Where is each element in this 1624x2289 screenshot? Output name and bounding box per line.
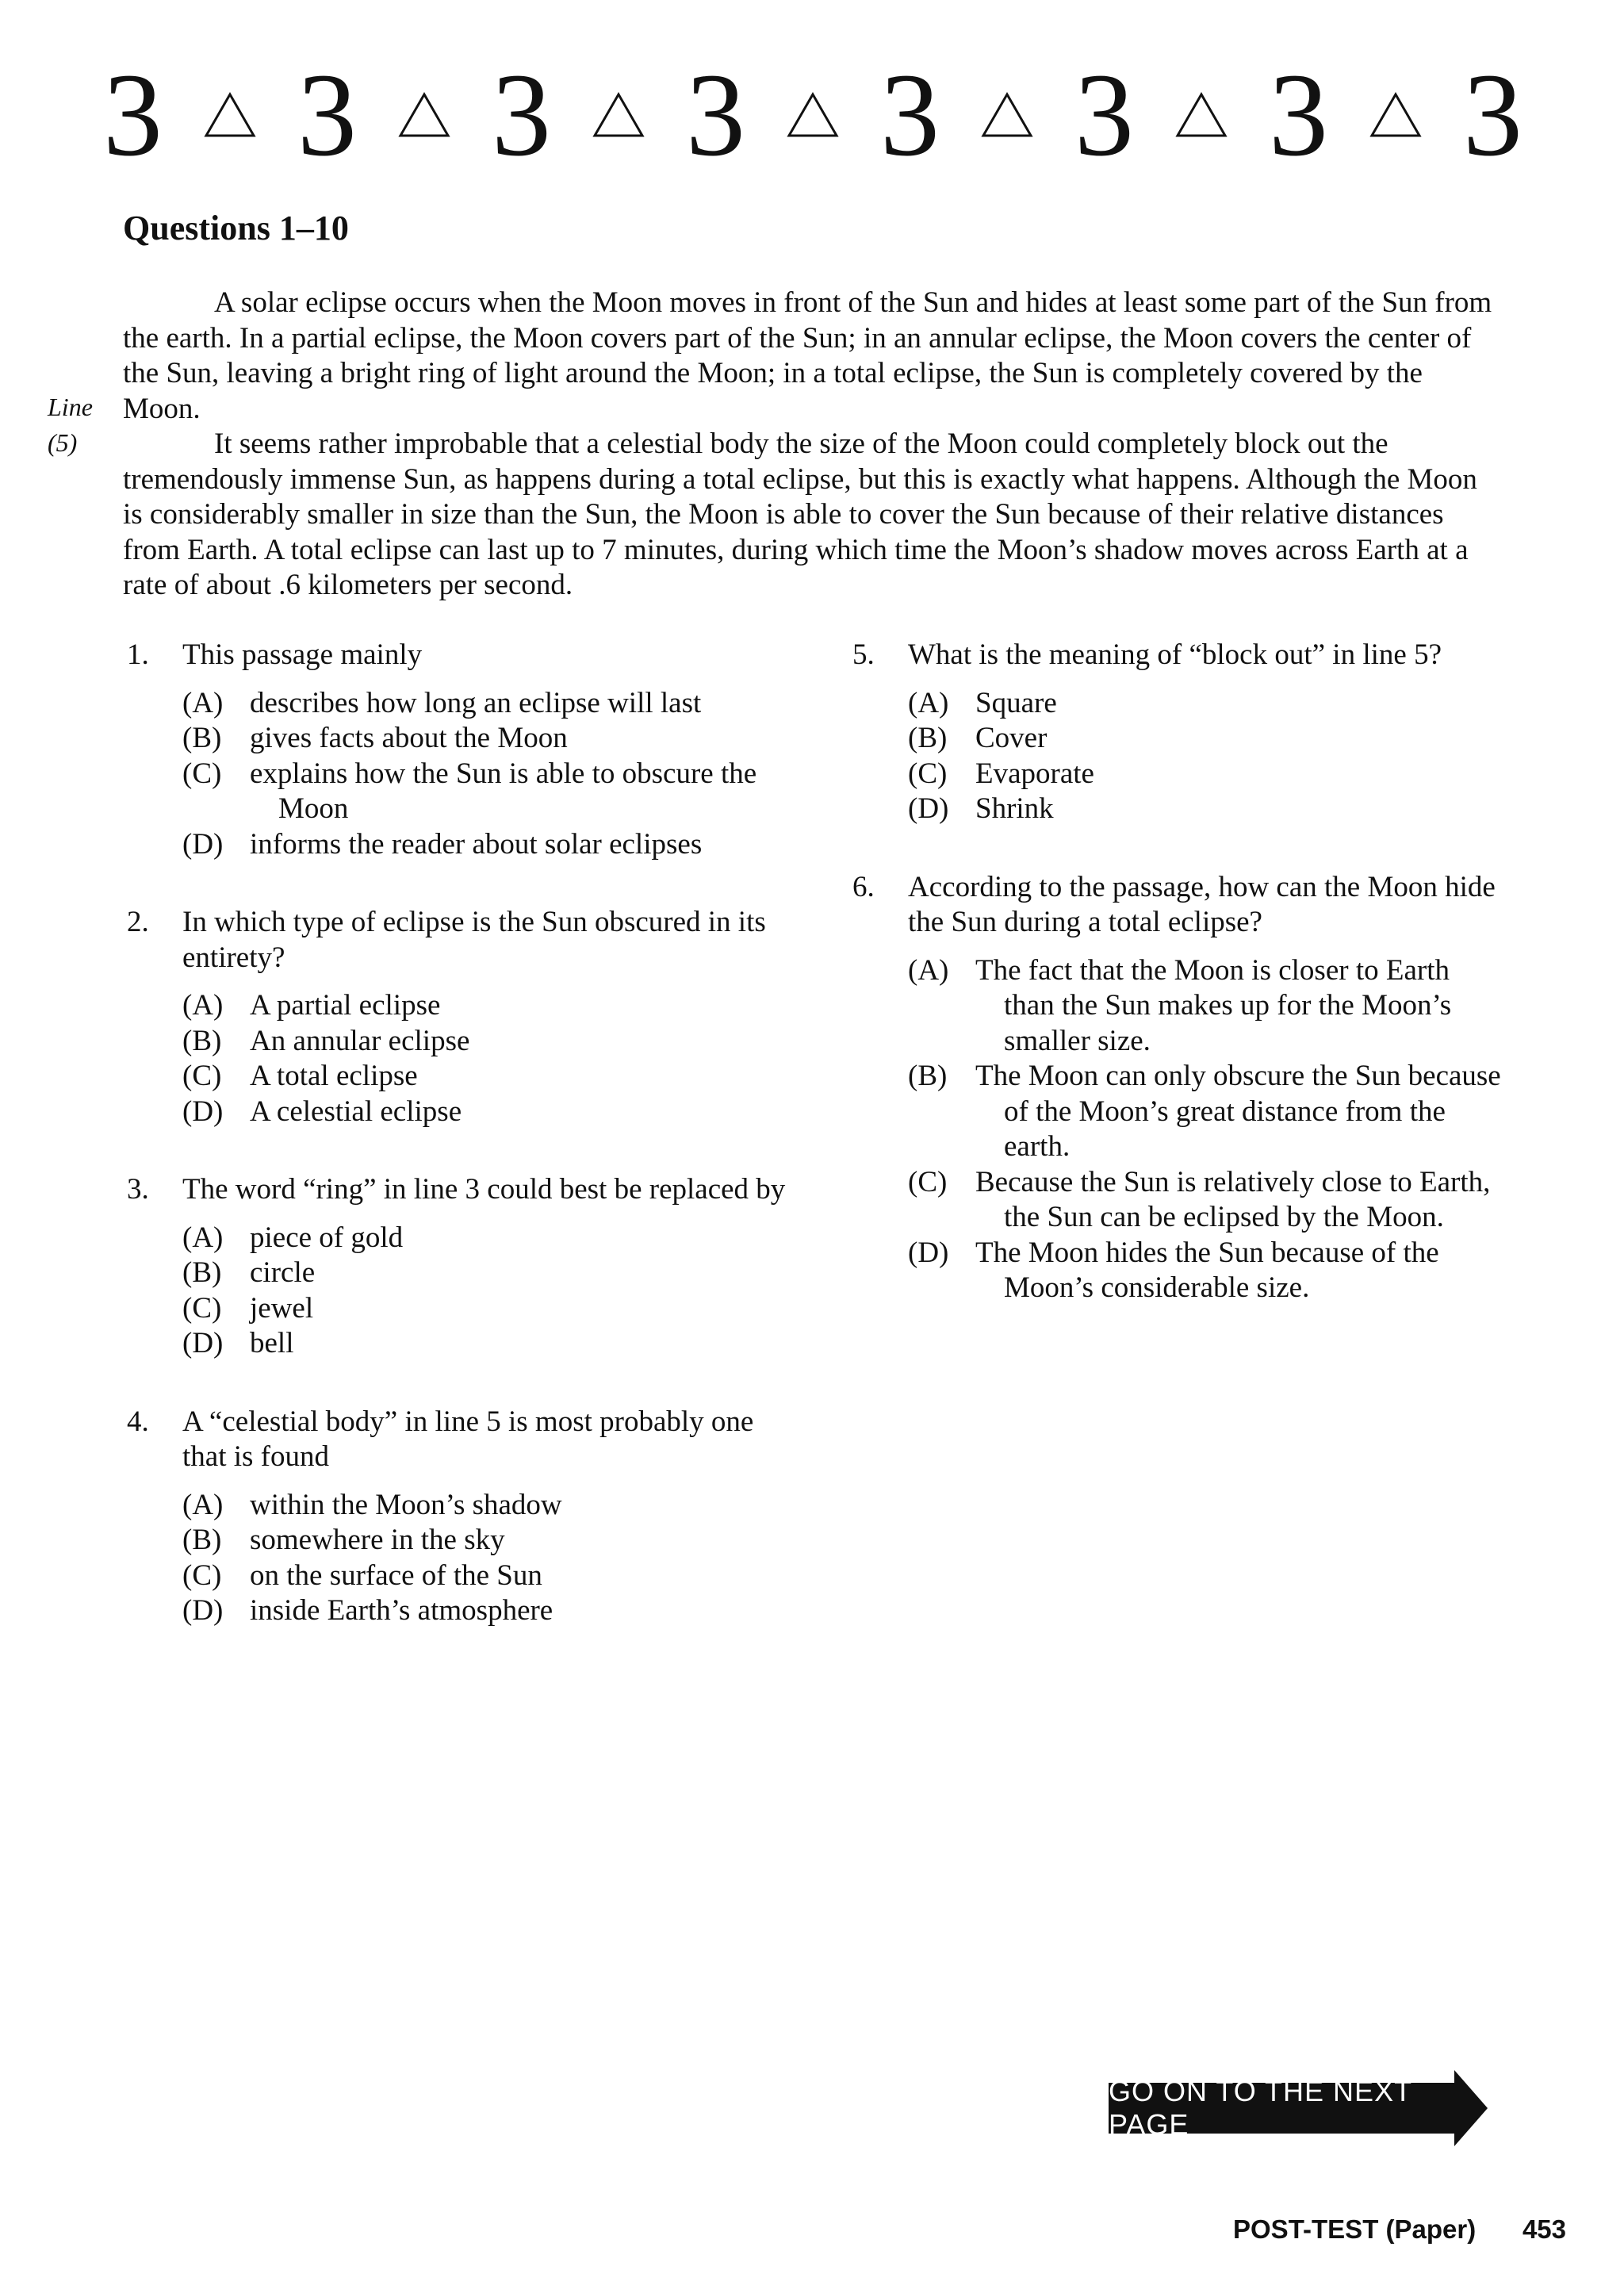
- option-text: somewhere in the sky: [250, 1524, 505, 1556]
- answer-option[interactable]: [182, 1559, 793, 1594]
- question-number: 5.: [852, 638, 875, 671]
- answer-option[interactable]: [182, 686, 793, 722]
- page-number: 453: [1522, 2214, 1566, 2244]
- question-number: 4.: [127, 1405, 149, 1438]
- option-letter: (A): [908, 686, 949, 719]
- reading-passage: [123, 286, 1499, 604]
- section-title: Questions 1–10: [123, 209, 349, 247]
- triangle-outline-icon: [592, 92, 645, 138]
- question-1: [127, 638, 793, 862]
- option-text: A total eclipse: [250, 1060, 418, 1092]
- answer-option[interactable]: [182, 1024, 793, 1060]
- option-letter: (D): [908, 1236, 949, 1269]
- triangle-outline-icon: [1175, 92, 1228, 138]
- option-letter: (B): [182, 722, 222, 754]
- banner-digit: 3: [880, 49, 940, 181]
- option-letter: (B): [182, 1524, 222, 1556]
- option-text: gives facts about the Moon: [250, 722, 568, 754]
- option-letter: (B): [908, 1060, 948, 1092]
- option-text: circle: [250, 1256, 316, 1289]
- questions-right-column: [852, 638, 1503, 1349]
- option-letter: (D): [182, 827, 224, 861]
- option-letter: (A): [182, 1221, 224, 1254]
- banner-digit: 3: [1074, 49, 1134, 181]
- question-6: [852, 870, 1503, 1306]
- next-page-button[interactable]: [1109, 2070, 1497, 2146]
- banner-digit: 3: [492, 49, 551, 181]
- option-text: Square: [975, 686, 1057, 719]
- page-footer: [1233, 2214, 1566, 2245]
- option-text: Evaporate: [975, 757, 1094, 790]
- option-text: A partial eclipse: [250, 989, 441, 1022]
- option-letter: (C): [182, 1291, 222, 1325]
- option-text: An annular eclipse: [250, 1024, 470, 1057]
- question-number: 1.: [127, 638, 149, 671]
- option-text: bell: [250, 1327, 294, 1359]
- option-letter: (B): [182, 1024, 222, 1057]
- questions-left-column: [127, 638, 793, 1672]
- option-text: jewel: [250, 1291, 314, 1325]
- triangle-outline-icon: [204, 92, 256, 138]
- banner-digit: 3: [297, 49, 357, 181]
- answer-option[interactable]: [908, 1236, 1503, 1306]
- option-text: describes how long an eclipse will last: [250, 686, 702, 719]
- triangle-outline-icon: [398, 92, 450, 138]
- answer-option[interactable]: [182, 1221, 793, 1256]
- question-4: [127, 1405, 793, 1629]
- answer-option[interactable]: [908, 686, 1503, 722]
- section-banner: [103, 49, 1522, 181]
- option-letter: (C): [908, 757, 948, 790]
- passage-paragraph-2: It seems rather improbable that a celestial body the size of the Moon could completely block out the tremendously immense Sun, as happens during a total eclipse, but this is exactly what happens. Although the Moon is considerably smaller in size than the Sun, the Moon is able to cover the Sun because of their relative distances from Earth. A total eclipse can last up to 7 minutes, during which time the Moon’s shadow moves across Earth at a rate of about .6 kilometers per second.: [123, 428, 1477, 601]
- question-stem: The word “ring” in line 3 could best be replaced by: [182, 1173, 786, 1206]
- answer-option[interactable]: [182, 1059, 793, 1095]
- next-page-label: GO ON TO THE NEXT PAGE: [1109, 2083, 1457, 2134]
- question-5: [852, 638, 1503, 827]
- option-text: inside Earth’s atmosphere: [250, 1594, 553, 1627]
- option-letter: (A): [182, 989, 224, 1022]
- option-letter: (A): [182, 1488, 224, 1521]
- option-text: piece of gold: [250, 1221, 404, 1254]
- option-text: The Moon can only obscure the Sun because of the Moon’s great distance from the earth.: [975, 1060, 1501, 1163]
- question-2: [127, 905, 793, 1129]
- question-stem: What is the meaning of “block out” in line 5?: [908, 638, 1442, 671]
- answer-option[interactable]: [182, 1593, 793, 1629]
- option-letter: (C): [908, 1165, 948, 1198]
- option-text: Shrink: [975, 792, 1054, 825]
- answer-option[interactable]: [182, 1488, 793, 1524]
- option-text: A celestial eclipse: [250, 1095, 462, 1128]
- answer-option[interactable]: [908, 1165, 1503, 1236]
- option-letter: (A): [182, 686, 224, 719]
- answer-option[interactable]: [182, 721, 793, 757]
- answer-option[interactable]: [182, 1523, 793, 1559]
- option-text: Cover: [975, 722, 1048, 754]
- banner-digit: 3: [103, 49, 163, 181]
- answer-option[interactable]: [182, 1095, 793, 1130]
- option-text: Because the Sun is relatively close to Earth, the Sun can be eclipsed by the Moon.: [975, 1165, 1491, 1233]
- answer-option[interactable]: [908, 1059, 1503, 1165]
- line-number-5: (5): [48, 428, 78, 457]
- triangle-outline-icon: [981, 92, 1033, 138]
- question-3: [127, 1172, 793, 1362]
- option-letter: (D): [908, 792, 949, 825]
- question-stem: According to the passage, how can the Moon hide the Sun during a total eclipse?: [908, 870, 1496, 938]
- question-stem: This passage mainly: [182, 638, 423, 671]
- answer-option[interactable]: [182, 757, 793, 827]
- passage-paragraph-1: A solar eclipse occurs when the Moon moves in front of the Sun and hides at least some part of the Sun from the earth. In a partial eclipse, the Moon covers part of the Sun; in an annular eclipse, the Moon covers the center of the Sun, leaving a bright ring of light around the Moon; in a total eclipse, the Sun is completely covered by the Moon.: [123, 286, 1492, 425]
- triangle-outline-icon: [787, 92, 839, 138]
- question-stem: A “celestial body” in line 5 is most probably one that is found: [182, 1405, 754, 1473]
- question-number: 2.: [127, 906, 149, 938]
- option-letter: (B): [908, 722, 948, 754]
- line-label: Line: [48, 393, 93, 421]
- answer-option[interactable]: [182, 827, 793, 863]
- answer-option[interactable]: [182, 1256, 793, 1291]
- answer-option[interactable]: [182, 988, 793, 1024]
- banner-digit: 3: [686, 49, 745, 181]
- question-number: 3.: [127, 1173, 149, 1206]
- footer-label: POST-TEST (Paper): [1233, 2214, 1477, 2244]
- answer-option[interactable]: [908, 757, 1503, 792]
- option-text: on the surface of the Sun: [250, 1559, 542, 1592]
- option-text: The Moon hides the Sun because of the Moon’s considerable size.: [975, 1236, 1439, 1304]
- option-letter: (A): [908, 953, 949, 987]
- option-letter: (D): [182, 1594, 224, 1627]
- option-letter: (B): [182, 1256, 222, 1289]
- option-text: The fact that the Moon is closer to Earth than the Sun makes up for the Moon’s smaller size.: [975, 953, 1452, 1057]
- option-text: within the Moon’s shadow: [250, 1488, 562, 1521]
- answer-option[interactable]: [908, 721, 1503, 757]
- banner-digit: 3: [1463, 49, 1522, 181]
- option-letter: (D): [182, 1327, 224, 1359]
- arrow-right-icon: [1454, 2070, 1489, 2146]
- option-letter: (C): [182, 1060, 222, 1092]
- option-text: explains how the Sun is able to obscure the Moon: [250, 757, 757, 825]
- answer-option[interactable]: [182, 1326, 793, 1362]
- option-text: informs the reader about solar eclipses: [250, 827, 703, 861]
- question-stem: In which type of eclipse is the Sun obscured in its entirety?: [182, 906, 766, 974]
- banner-digit: 3: [1269, 49, 1328, 181]
- answer-option[interactable]: [182, 1291, 793, 1327]
- option-letter: (C): [182, 1559, 222, 1592]
- triangle-outline-icon: [1369, 92, 1422, 138]
- question-number: 6.: [852, 870, 875, 903]
- option-letter: (C): [182, 757, 222, 790]
- option-letter: (D): [182, 1095, 224, 1128]
- answer-option[interactable]: [908, 953, 1503, 1060]
- answer-option[interactable]: [908, 792, 1503, 827]
